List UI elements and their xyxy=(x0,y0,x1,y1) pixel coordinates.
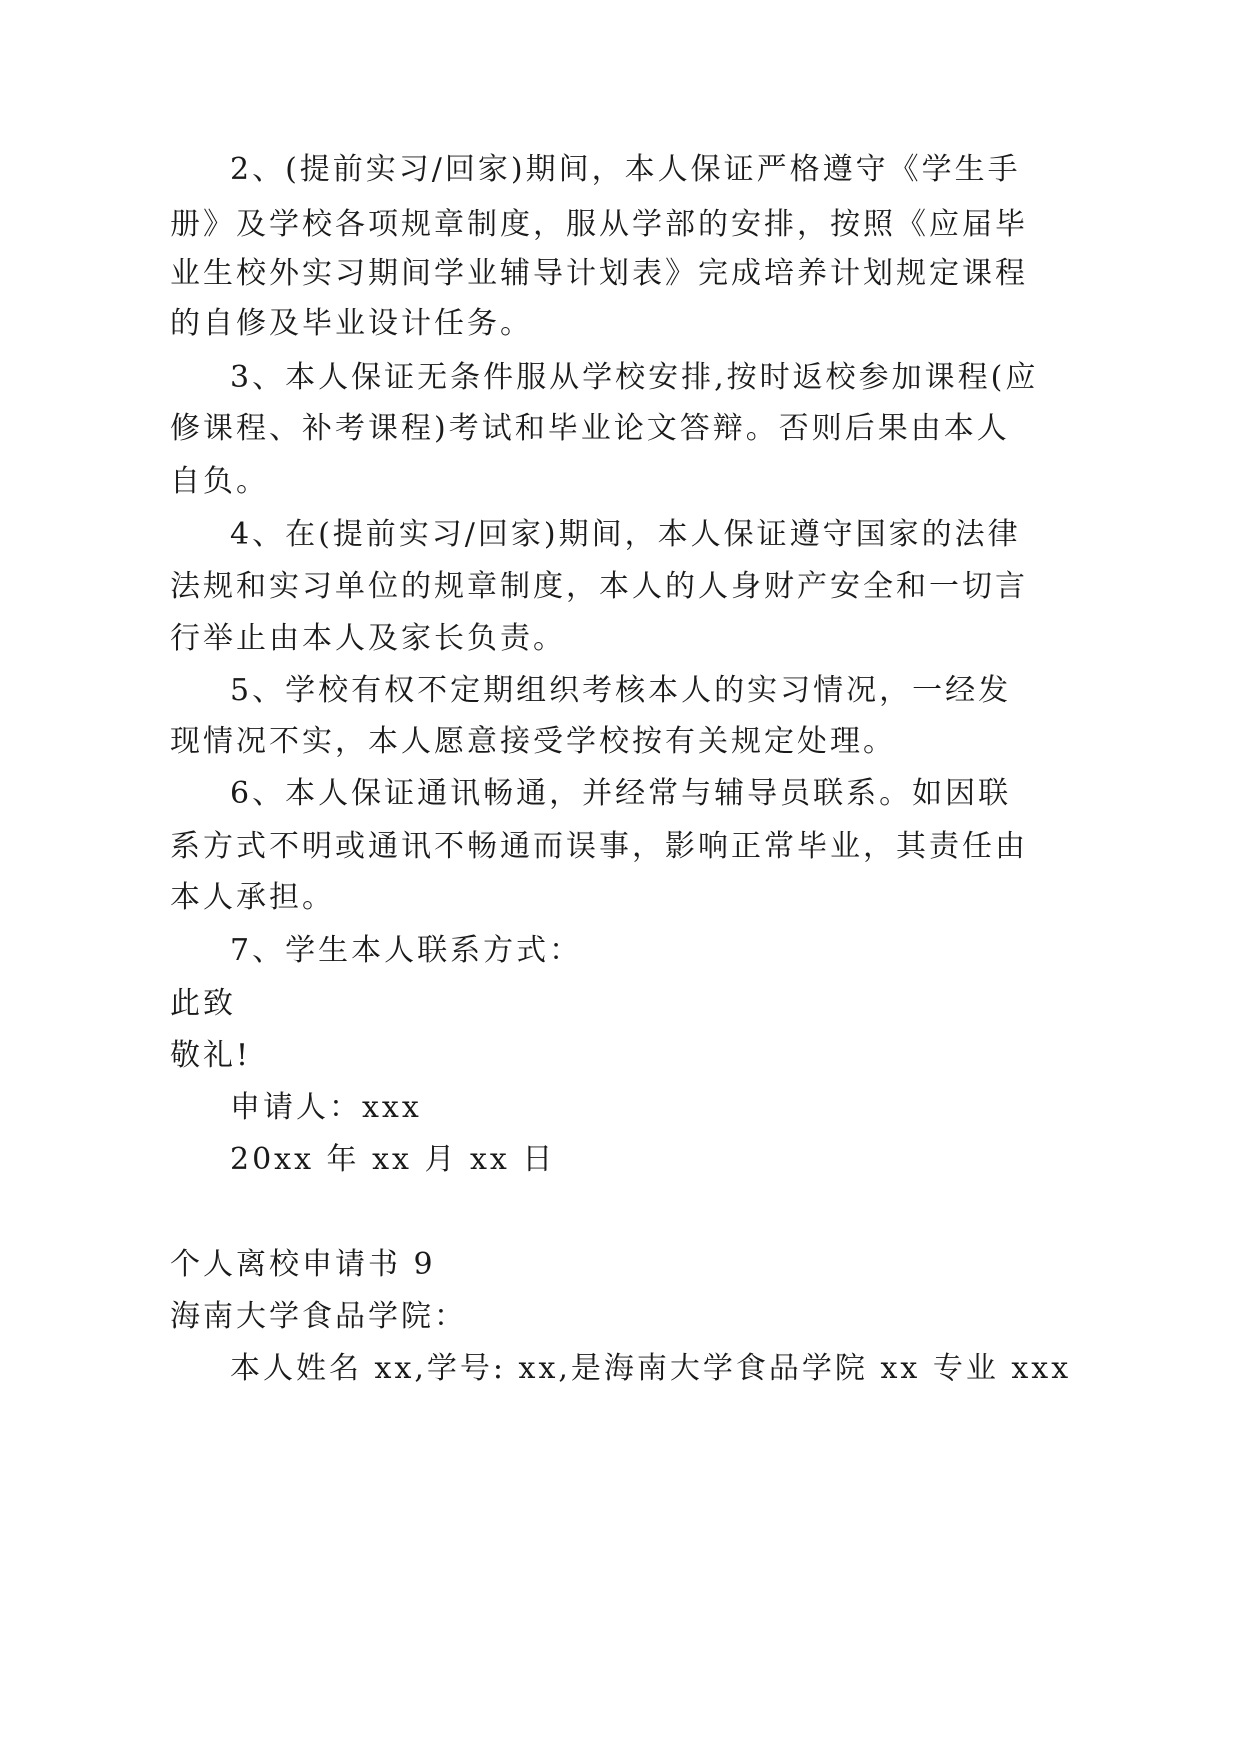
item-2-line-3: 业生校外实习期间学业辅导计划表》完成培养计划规定课程 xyxy=(170,256,1028,291)
item-5-line-1: 5、学校有权不定期组织考核本人的实习情况，一经发 xyxy=(230,673,1012,708)
signature-date: 20xx 年 xx 月 xx 日 xyxy=(230,1142,556,1177)
item-3-line-1: 3、本人保证无条件服从学校安排,按时返校参加课程(应 xyxy=(230,360,1039,395)
closing-salute: 敬礼! xyxy=(170,1038,252,1073)
next-document-title: 个人离校申请书 9 xyxy=(170,1247,436,1282)
applicant-signature: 申请人：xxx xyxy=(230,1090,422,1125)
closing-greeting: 此致 xyxy=(170,986,236,1021)
item-6-line-3: 本人承担。 xyxy=(170,880,335,915)
item-5-line-2: 现情况不实，本人愿意接受学校按有关规定处理。 xyxy=(170,724,896,759)
item-3-line-3: 自负。 xyxy=(170,464,269,499)
next-document-body-line-1: 本人姓名 xx,学号: xx,是海南大学食品学院 xx 专业 xxx xyxy=(230,1351,1072,1386)
item-6-line-1: 6、本人保证通讯畅通，并经常与辅导员联系。如因联 xyxy=(230,776,1012,811)
item-2-line-2: 册》及学校各项规章制度，服从学部的安排，按照《应届毕 xyxy=(170,207,1028,242)
item-2-line-1: 2、(提前实习/回家)期间，本人保证严格遵守《学生手 xyxy=(230,152,1021,187)
item-4-line-2: 法规和实习单位的规章制度，本人的人身财产安全和一切言 xyxy=(170,569,1028,604)
item-4-line-3: 行举止由本人及家长负责。 xyxy=(170,621,566,656)
next-document-recipient: 海南大学食品学院： xyxy=(170,1299,467,1334)
item-6-line-2: 系方式不明或通讯不畅通而误事，影响正常毕业，其责任由 xyxy=(170,829,1028,864)
item-2-line-4: 的自修及毕业设计任务。 xyxy=(170,306,533,341)
item-7-line-1: 7、学生本人联系方式： xyxy=(230,933,583,968)
item-4-line-1: 4、在(提前实习/回家)期间，本人保证遵守国家的法律 xyxy=(230,517,1021,552)
item-3-line-2: 修课程、补考课程)考试和毕业论文答辩。否则后果由本人 xyxy=(170,411,1010,446)
